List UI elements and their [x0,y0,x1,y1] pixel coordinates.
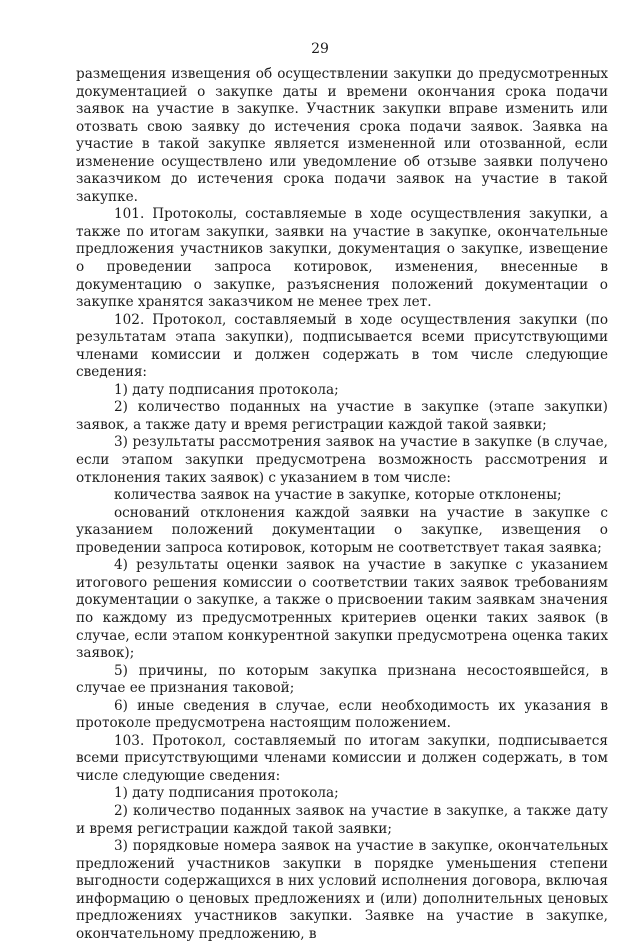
list-item-102-6: 6) иные сведения в случае, если необходимость их указания в протоколе предусмотрена настоящим положением. [76,697,608,732]
page-number: 29 [311,41,329,57]
list-item-102-1: 1) дату подписания протокола; [114,381,339,398]
paragraph-continuation: размещения извещения об осуществлении закупки до предусмотренных документацией о закупке даты и времени окончания срока подачи заявок на участие в закупке. Участник закупки вправе изменить или отозвать свою заявку до истечения срока подачи заявок. Заявка на участие в такой закупке является измененной или отозванной, если изменение осуществлено или уведомление об отзыве заявки получено заказчиком до истечения срока подачи заявок на участие в такой закупке. [76,66,608,205]
list-item-102-3: 3) результаты рассмотрения заявок на участие в закупке (в случае, если этапом закупки предусмотрена возможность рассмотрения и отклонения таких заявок) с указанием в том числе: [76,434,608,486]
list-item-102-5: 5) причины, по которым закупка признана несостоявшейся, в случае ее признания таковой; [76,662,608,697]
list-item-103-2: 2) количество поданных заявок на участие в закупке, а также дату и время регистрации каждой такой заявки; [76,802,608,837]
document-body [76,66,608,943]
list-item-102-2: 2) количество поданных на участие в закупке (этапе закупки) заявок, а также дату и время регистрации каждой такой заявки; [76,399,608,433]
list-subitem-rejection-reasons: оснований отклонения каждой заявки на участие в закупке с указанием положений документации о закупке, извещения о проведении запроса котировок, которым не соответствует такая заявка; [76,504,608,556]
list-subitem-rejected-count: количества заявок на участие в закупке, которые отклонены; [114,487,562,504]
paragraph-101: 101. Протоколы, составляемые в ходе осуществления закупки, а также по итогам закупки, заявки на участие в закупке, окончательные предложения участников закупки, документация о закупке, извещение о проведении запроса котировок, изменения, внесенные в документацию о закупке, разъяснения положений документации о закупке хранятся заказчиком не менее трех лет. [76,206,608,311]
paragraph-103: 103. Протокол, составляемый по итогам закупки, подписывается всеми присутствующими членами комиссии и должен содержать, в том числе следующие сведения: [76,732,608,784]
paragraph-102: 102. Протокол, составляемый в ходе осуществления закупки (по результатам этапа закупки), подписывается всеми присутствующими членами комиссии и должен содержать в том числе следующие сведения: [76,311,608,381]
list-item-102-4: 4) результаты оценки заявок на участие в закупке с указанием итогового решения комиссии о соответствии таких заявок требованиям документации о закупке, а также о присвоении таким заявкам значения по каждому из предусмотренных критериев оценки таких заявок (в случае, если этапом конкурентной закупки предусмотрена оценка таких заявок); [76,557,608,662]
list-item-103-3: 3) порядковые номера заявок на участие в закупке, окончательных предложений участников закупки в порядке уменьшения степени выгодности содержащихся в них условий исполнения договора, включая информацию о ценовых предложениях и (или) дополнительных ценовых предложениях участников закупки. Заявке на участие в закупке, окончательному предложению, в [76,838,608,942]
list-item-103-1: 1) дату подписания протокола; [114,785,339,802]
